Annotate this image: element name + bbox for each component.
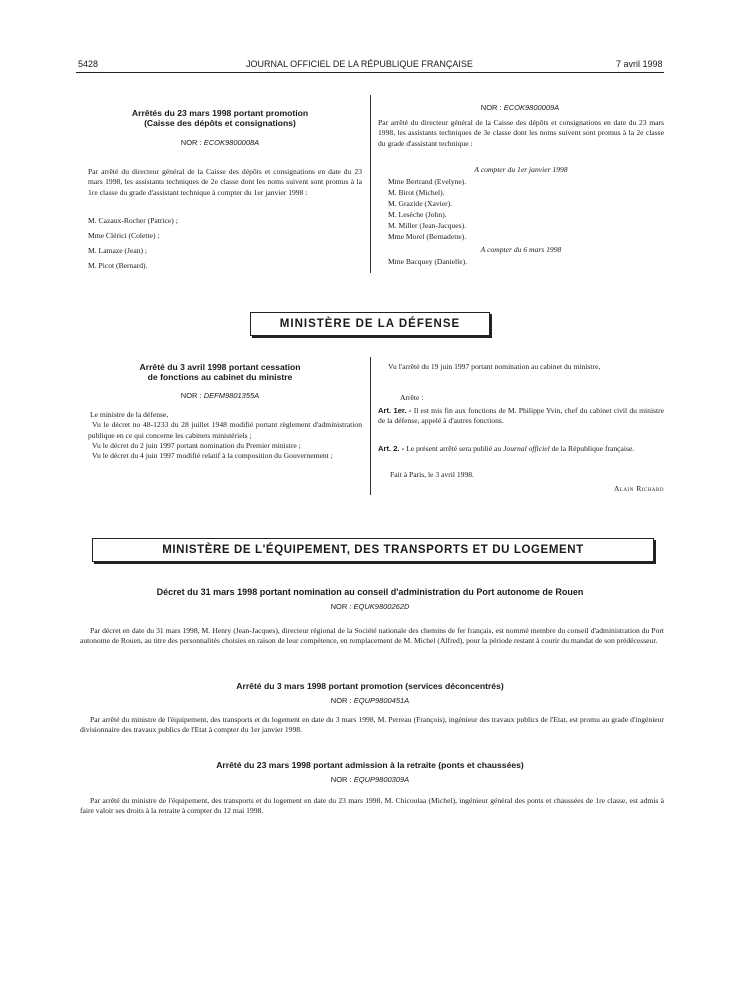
article-text: Il est mis fin aux fonctions de M. Philippe Yvin, chef du cabinet civil du ministre de la défense, appelé à d'autres fonctions. <box>378 406 665 426</box>
nor-label: NOR : <box>480 103 502 112</box>
nor-label: NOR : <box>180 138 202 147</box>
nor-code: ECOK9800008A <box>203 138 260 147</box>
sec5-nor <box>76 775 664 784</box>
sec2-left-title-line1: Arrêté du 3 avril 1998 portant cessation <box>139 362 301 372</box>
article-1 <box>378 406 664 427</box>
nor-label: NOR : <box>330 602 352 611</box>
name-item: Mme Bacquey (Danielle). <box>388 257 468 266</box>
sec1-left-nor <box>90 138 350 147</box>
article-text: de la République française. <box>551 444 635 453</box>
article-label: Art. 1er. - <box>378 406 412 415</box>
nor-code: EQUK9800262D <box>353 602 410 611</box>
ministry-defense-title: MINISTÈRE DE LA DÉFENSE <box>279 318 461 330</box>
sec1-left-names <box>88 213 348 273</box>
sec2-left-title <box>90 362 350 382</box>
page-number: 5428 <box>78 59 99 69</box>
article-2 <box>378 444 664 454</box>
column-divider <box>370 95 371 273</box>
sec4-title: Arrêté du 3 mars 1998 portant promotion (services déconcentrés) <box>236 681 504 691</box>
header-rule <box>76 72 664 73</box>
sec5-title: Arrêté du 23 mars 1998 portant admission à la retraite (ponts et chaussées) <box>216 760 524 770</box>
journal-title: JOURNAL OFFICIEL DE LA RÉPUBLIQUE FRANÇAISE <box>246 59 473 69</box>
para: Vu le décret no 48-1233 du 28 juillet 1948 modifié portant règlement d'administration publique en ce qui concerne les cabinets ministériels ; <box>88 420 362 440</box>
sec1-left-title-line1: Arrêtés du 23 mars 1998 portant promotion <box>131 108 309 118</box>
nor-code: EQUP9800451A <box>353 696 410 705</box>
journal-name: Journal officiel <box>503 444 550 453</box>
ministry-equipment-title: MINISTÈRE DE L'ÉQUIPEMENT, DES TRANSPORTS ET DU LOGEMENT <box>162 544 584 556</box>
sec3-para: Par décret en date du 31 mars 1998, M. Henry (Jean-Jacques), directeur régional de la Société nationale des chemins de fer français, est nommé membre du conseil d'administration du Port autonome de Rouen, au titre des personnalités choisies en raison de leur compétence, en remplacement de M. Michel (Alfred), pour la période restant à courir du mandat de son prédécesseur. <box>80 626 664 646</box>
sec1-left-title-line2: (Caisse des dépôts et consignations) <box>144 118 296 128</box>
para: Vu le décret du 2 juin 1997 portant nomination du Premier ministre ; <box>92 440 301 450</box>
nor-code: EQUP9800309A <box>353 775 410 784</box>
sec3-title: Décret du 31 mars 1998 portant nomination au conseil d'administration du Port autonome de Rouen <box>156 587 584 597</box>
name-item: Mme Morel (Bernadette). <box>388 232 467 241</box>
name-item: M. Lesèche (John). <box>388 210 447 219</box>
nor-code: DEFM9801355A <box>203 391 260 400</box>
sec3-nor <box>76 602 664 611</box>
sec2-right-vu: Vu l'arrêté du 19 juin 1997 portant nomination au cabinet du ministre, <box>388 362 601 371</box>
nor-label: NOR : <box>330 775 352 784</box>
name-item: Mme Bertrand (Evelyne). <box>388 177 467 186</box>
sec1-right-para: Par arrêté du directeur général de la Caisse des dépôts et consignations en date du 23 mars 1998, les assistants techniques de 3e classe dont les noms suivent sont promus à la 2e classe du grade d'assistant technique : <box>378 118 664 148</box>
name-item: M. Lamaze (Jean) ; <box>88 246 148 255</box>
sec2-left-nor <box>90 391 350 400</box>
column-divider <box>370 357 371 495</box>
ministry-equipment-box <box>92 538 654 562</box>
nor-label: NOR : <box>330 696 352 705</box>
article-text: Le présent arrêté sera publié au <box>406 444 502 453</box>
nor-code: ECOK9800009A <box>503 103 560 112</box>
sec1-left-para: Par arrêté du directeur général de la Caisse des dépôts et consignations en date du 23 mars 1998, les assistants techniques de 2e classe dont les noms suivent sont promus à la 1re classe du grade d'assistant technique à compter du 1er janvier 1998 : <box>88 167 362 197</box>
para: Vu le décret du 4 juin 1997 modifié relatif à la composition du Gouvernement ; <box>92 451 333 461</box>
sec5-para: Par arrêté du ministre de l'équipement, des transports et du logement en date du 23 mars 1998, M. Chicoulaa (Michel), ingénieur général des ponts et chaussées de 1re classe, est admis à faire valoir ses droits à la retraite à compter du 12 mai 1998. <box>80 796 664 816</box>
ministry-defense-box <box>250 312 490 336</box>
name-item: M. Grazide (Xavier). <box>388 199 453 208</box>
article-label: Art. 2. - <box>378 444 405 453</box>
name-item: M. Miller (Jean-Jacques). <box>388 221 467 230</box>
sec2-left-title-line2: de fonctions au cabinet du ministre <box>147 372 293 382</box>
fait-line: Fait à Paris, le 3 avril 1998. <box>390 470 474 479</box>
arrete-line: Arrête : <box>400 393 424 402</box>
sec4-nor <box>76 696 664 705</box>
name-item: Mme Clérici (Colette) ; <box>88 231 160 240</box>
name-item: M. Picot (Bernard). <box>88 261 148 270</box>
name-item: M. Birot (Michel). <box>388 188 445 197</box>
sec4-para: Par arrêté du ministre de l'équipement, des transports et du logement en date du 3 mars 1998, M. Perreau (François), ingénieur des travaux publics de l'Etat, est promu au grade d'ingénieur divisionnaire des travaux publics de l'Etat à compter du 1er janvier 1998. <box>80 715 664 735</box>
sec1-left-title <box>90 108 350 128</box>
sec2-left-paras <box>88 410 362 461</box>
sec1-right-heading1: A compter du 1er janvier 1998 <box>474 165 568 174</box>
name-item: M. Cazaux-Rocher (Patrice) ; <box>88 216 178 225</box>
sec1-right-heading2: A compter du 6 mars 1998 <box>480 245 562 254</box>
nor-label: NOR : <box>180 391 202 400</box>
signature: Alain Richard <box>613 484 664 493</box>
para: Le ministre de la défense, <box>90 410 169 419</box>
sec1-right-nor <box>376 103 664 112</box>
sec1-right-names1 <box>388 176 648 242</box>
issue-date: 7 avril 1998 <box>616 59 663 69</box>
